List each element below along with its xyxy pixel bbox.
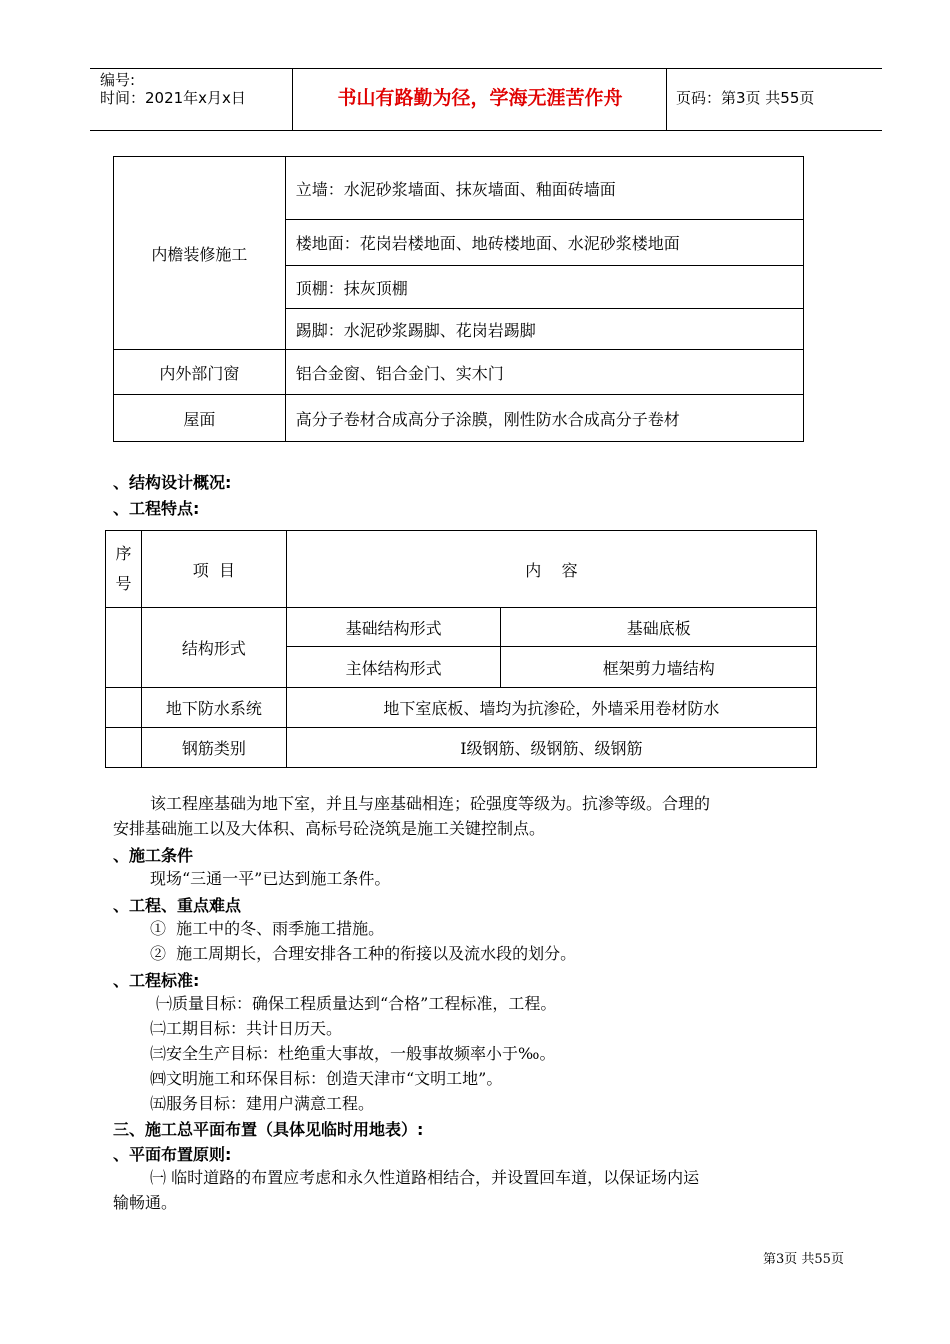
header-page-number: 页码：第3页 共55页 <box>676 89 815 107</box>
paragraph-line: 该工程座基础为地下室，并且与座基础相连；砼强度等级为。抗渗等级。合理的 <box>150 794 711 813</box>
structure-form-label: 结构形式 <box>141 608 286 688</box>
finishing-table <box>113 156 804 442</box>
paragraph-line: ㈠ 临时道路的布置应考虑和永久性道路相结合，并设置回车道，以保证场内运 <box>150 1168 700 1187</box>
standard-item: ㈢安全生产目标：杜绝重大事故，一般事故频率小于‰。 <box>150 1044 556 1063</box>
row-no <box>106 688 142 728</box>
foundation-form-value: 基础底板 <box>501 608 817 647</box>
col-header-content: 内 容 <box>286 531 816 608</box>
col-header-item: 项 目 <box>141 531 286 608</box>
standard-item: ㈣文明施工和环保目标：创造天津市“文明工地”。 <box>150 1069 503 1088</box>
section3-heading: 三、施工总平面布置（具体见临时用地表）: <box>113 1120 424 1139</box>
row-no <box>106 608 142 688</box>
main-form-label: 主体结构形式 <box>286 647 501 688</box>
roof-label: 屋面 <box>114 395 286 442</box>
standard-heading: 、工程标准: <box>113 971 200 990</box>
time-label: 时间：2021年x月x日 <box>100 89 246 107</box>
floor-finish-cell: 楼地面：花岗岩楼地面、地砖楼地面、水泥砂浆楼地面 <box>285 220 803 266</box>
header-divider <box>292 69 293 130</box>
roof-value: 高分子卷材合成高分子涂膜，刚性防水合成高分子卷材 <box>285 395 803 442</box>
waterproof-value: 地下室底板、墙均为抗渗砼，外墙采用卷材防水 <box>286 688 816 728</box>
ceiling-finish-cell: 顶棚：抹灰顶棚 <box>285 266 803 309</box>
interior-finish-label: 内檐装修施工 <box>114 157 286 350</box>
foundation-form-label: 基础结构形式 <box>286 608 501 647</box>
difficulties-heading: 、工程、重点难点 <box>113 896 242 915</box>
features-heading: 、工程特点: <box>113 499 200 518</box>
code-label: 编号: <box>100 71 136 89</box>
conditions-heading: 、施工条件 <box>113 846 194 865</box>
doors-windows-label: 内外部门窗 <box>114 350 286 395</box>
doors-windows-value: 铝合金窗、铝合金门、实木门 <box>285 350 803 395</box>
header-motto: 书山有路勤为径，学海无涯苦作舟 <box>337 87 623 109</box>
row-no <box>106 728 142 768</box>
header-divider <box>666 69 667 130</box>
wall-finish-cell: 立墙：水泥砂浆墙面、抹灰墙面、釉面砖墙面 <box>285 157 803 220</box>
principle-heading: 、平面布置原则: <box>113 1145 232 1164</box>
footer-page-number: 第3页 共55页 <box>763 1252 844 1267</box>
paragraph-line: 安排基础施工以及大体积、高标号砼浇筑是施工关键控制点。 <box>113 819 546 838</box>
waterproof-label: 地下防水系统 <box>141 688 286 728</box>
standard-item: ㈡工期目标：共计日历天。 <box>150 1019 343 1038</box>
features-table <box>105 530 817 768</box>
paragraph-line: 输畅通。 <box>113 1193 178 1212</box>
standard-item: ㈠质量目标：确保工程质量达到“合格”工程标准，工程。 <box>156 994 557 1013</box>
rebar-label: 钢筋类别 <box>141 728 286 768</box>
rebar-value: Ⅰ级钢筋、级钢筋、级钢筋 <box>286 728 816 768</box>
main-form-value: 框架剪力墙结构 <box>501 647 817 688</box>
difficulty-item: ② 施工周期长，合理安排各工种的衔接以及流水段的划分。 <box>150 944 577 963</box>
col-header-no: 序号 <box>106 531 142 608</box>
difficulty-item: ① 施工中的冬、雨季施工措施。 <box>150 919 385 938</box>
structure-heading: 、结构设计概况: <box>113 473 232 492</box>
standard-item: ㈤服务目标：建用户满意工程。 <box>150 1094 375 1113</box>
header-meta <box>100 71 246 107</box>
page-header <box>90 68 882 131</box>
conditions-text: 现场“三通一平”已达到施工条件。 <box>150 869 391 888</box>
skirting-finish-cell: 踢脚：水泥砂浆踢脚、花岗岩踢脚 <box>285 309 803 350</box>
